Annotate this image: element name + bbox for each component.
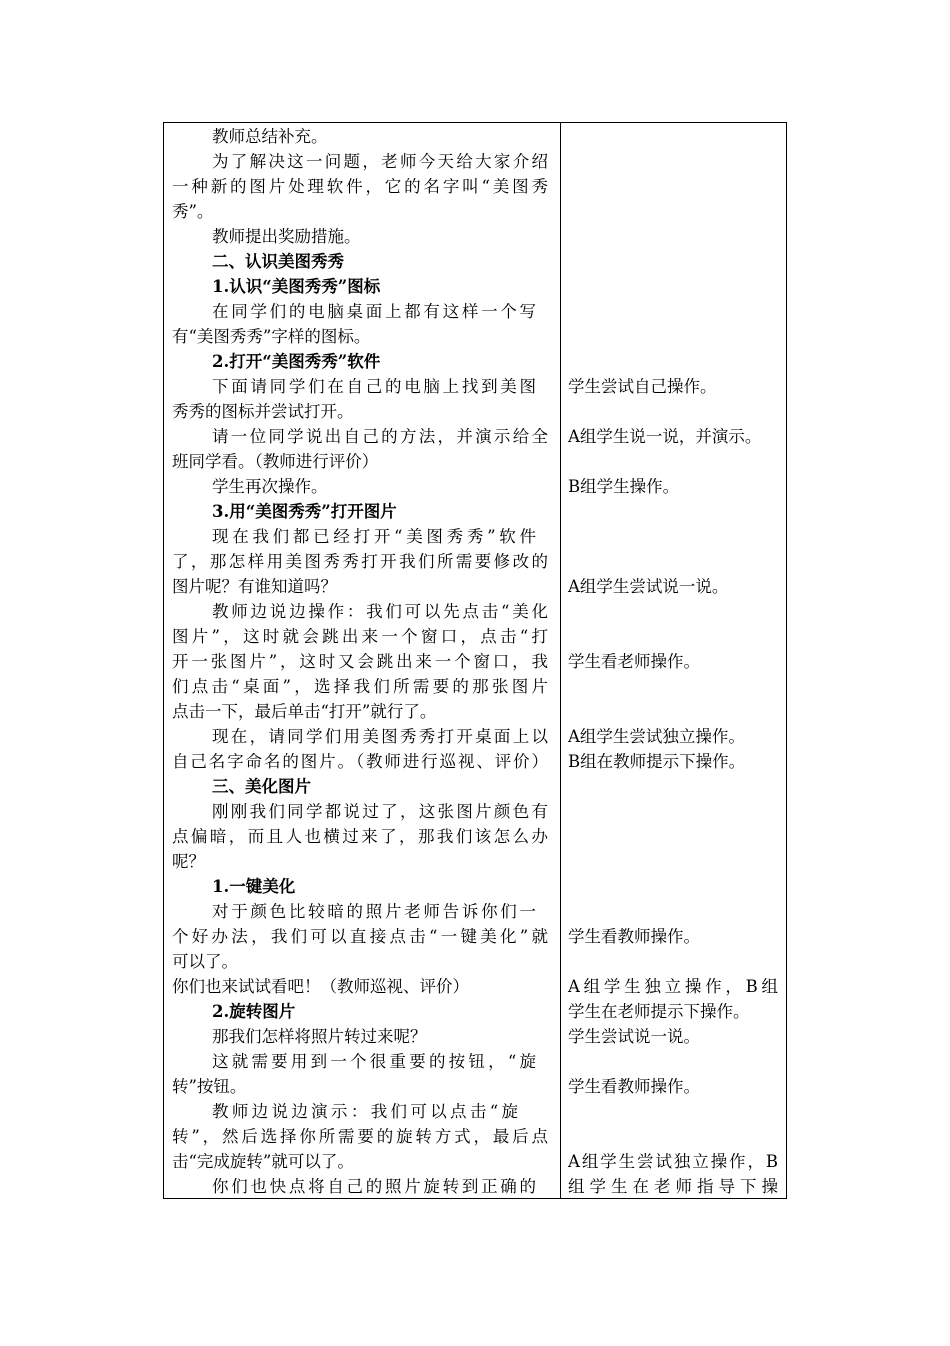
- teacher-line: 你们也来试试看吧！（教师巡视、评价）: [172, 977, 469, 996]
- teacher-line: 刚刚我们同学都说过了，这张图片颜色有: [212, 802, 548, 821]
- teacher-line: 转”按钮。: [172, 1077, 247, 1096]
- teacher-line: 了，那怎样用美图秀秀打开我们所需要修改的: [172, 552, 548, 571]
- subsection-heading: 1.一键美化: [212, 877, 296, 896]
- teacher-line: 秀秀的图标并尝试打开。: [172, 402, 354, 421]
- teacher-line: 可以了。: [172, 952, 238, 971]
- student-line: 学生在老师提示下操作。: [568, 1002, 750, 1021]
- teacher-line: 教师提出奖励措施。: [212, 227, 361, 246]
- student-line: 学生看教师操作。: [568, 1077, 700, 1096]
- student-line: 学生尝试自己操作。: [568, 377, 717, 396]
- teacher-line: 转”，然后选择你所需要的旋转方式，最后点: [172, 1127, 548, 1146]
- teacher-line: 图片”，这时就会跳出来一个窗口，点击“打: [172, 627, 548, 646]
- teacher-line: 击“完成旋转”就可以了。: [172, 1152, 354, 1171]
- student-line: B组学生操作。: [568, 477, 680, 496]
- teacher-line: 教师边说边操作：我们可以先点击“美化: [212, 602, 548, 621]
- teacher-line: 图片呢？有谁知道吗？: [172, 577, 337, 596]
- student-line: 学生看老师操作。: [568, 652, 700, 671]
- teacher-line: 这就需要用到一个很重要的按钮，“旋: [212, 1052, 536, 1071]
- student-line: A组学生尝试独立操作，B: [568, 1152, 778, 1171]
- teacher-line: 自己名字命名的图片。（教师进行巡视、评价）: [172, 752, 548, 771]
- subsection-heading: 2.打开“美图秀秀”软件: [212, 352, 381, 371]
- student-line: 学生看教师操作。: [568, 927, 700, 946]
- teacher-line: 点偏暗，而且人也横过来了，那我们该怎么办: [172, 827, 548, 846]
- teacher-line: 那我们怎样将照片转过来呢？: [212, 1027, 427, 1046]
- subsection-heading: 1.认识“美图秀秀”图标: [212, 277, 381, 296]
- teacher-line: 现在我们都已经打开“美图秀秀”软件: [212, 527, 536, 546]
- teacher-line: 为了解决这一问题，老师今天给大家介绍: [212, 152, 548, 171]
- teacher-line: 教师总结补充。: [212, 127, 328, 146]
- student-line: B组在教师提示下操作。: [568, 752, 746, 771]
- subsection-heading: 2.旋转图片: [212, 1002, 296, 1021]
- teacher-line: 你们也快点将自己的照片旋转到正确的: [212, 1177, 536, 1196]
- teacher-line: 呢？: [172, 852, 205, 871]
- student-line: A组学生尝试独立操作。: [568, 727, 745, 746]
- teacher-line: 开一张图片”，这时又会跳出来一个窗口，我: [172, 652, 548, 671]
- section-heading: 三、美化图片: [212, 777, 311, 796]
- student-line: A组学生说一说，并演示。: [568, 427, 762, 446]
- teacher-line: 秀”。: [172, 202, 214, 221]
- teacher-line: 一种新的图片处理软件，它的名字叫“美图秀: [172, 177, 548, 196]
- teacher-line: 有“美图秀秀”字样的图标。: [172, 327, 371, 346]
- student-line: 学生尝试说一说。: [568, 1027, 700, 1046]
- teacher-line: 学生再次操作。: [212, 477, 328, 496]
- subsection-heading: 3.用“美图秀秀”打开图片: [212, 502, 397, 521]
- teacher-line: 现在，请同学们用美图秀秀打开桌面上以: [212, 727, 548, 746]
- teacher-line: 个好办法，我们可以直接点击“一键美化”就: [172, 927, 548, 946]
- teacher-line: 请一位同学说出自己的方法，并演示给全: [212, 427, 548, 446]
- column-divider: [560, 122, 561, 1199]
- student-line: A组学生独立操作，B组: [568, 977, 778, 996]
- teacher-line: 教师边说边演示：我们可以点击“旋: [212, 1102, 518, 1121]
- section-heading: 二、认识美图秀秀: [212, 252, 344, 271]
- teacher-line: 下面请同学们在自己的电脑上找到美图: [212, 377, 536, 396]
- teacher-line: 对于颜色比较暗的照片老师告诉你们一: [212, 902, 536, 921]
- teacher-line: 们点击“桌面”，选择我们所需要的那张图片: [172, 677, 548, 696]
- student-line: A组学生尝试说一说。: [568, 577, 729, 596]
- teacher-line: 在同学们的电脑桌面上都有这样一个写: [212, 302, 536, 321]
- student-line: 组学生在老师指导下操: [568, 1177, 778, 1196]
- teacher-line: 班同学看。（教师进行评价）: [172, 452, 379, 471]
- teacher-line: 点击一下，最后单击“打开”就行了。: [172, 702, 437, 721]
